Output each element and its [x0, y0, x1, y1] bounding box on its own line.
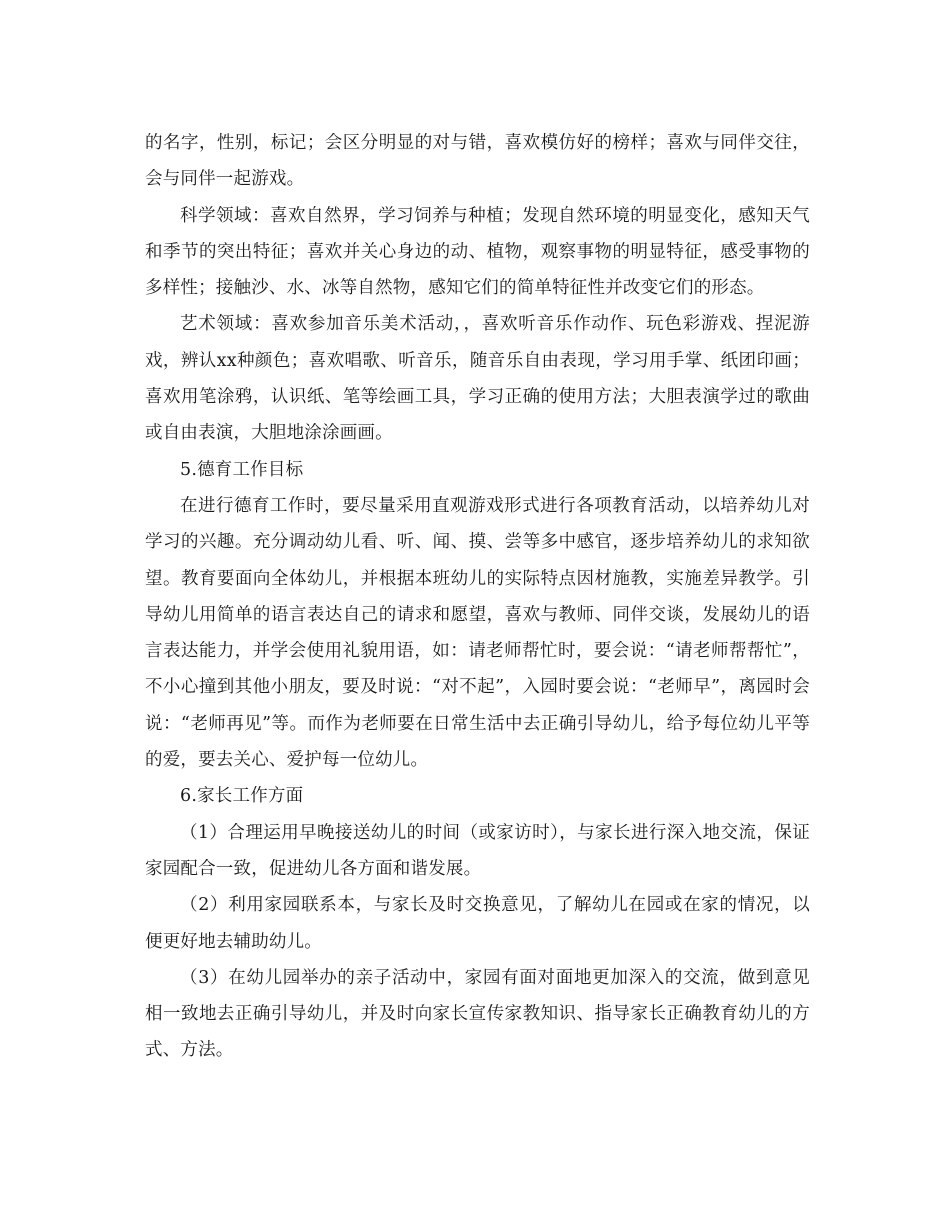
section-heading-parent-work: 6.家长工作方面	[180, 786, 304, 807]
list-item-parent-work-1: （1）合理运用早晚接送幼儿的时间（或家访时），与家长进行深入地交流，保证家园配合一致，促进幼儿各方面和谐发展。	[145, 822, 810, 879]
paragraph-social-continuation: 的名字，性别，标记；会区分明显的对与错，喜欢模仿好的榜样；喜欢与同伴交往，会与同伴一起游戏。	[145, 133, 810, 190]
paragraph-science-domain: 科学领域：喜欢自然界，学习饲养与种植；发现自然环境的明显变化，感知天气和季节的突出特征；喜欢并关心身边的动、植物，观察事物的明显特征，感受事物的多样性；接触沙、水、冰等自然物，感知它们的简单特征性并改变它们的形态。	[145, 205, 810, 299]
paragraph-moral-education: 在进行德育工作时，要尽量采用直观游戏形式进行各项教育活动，以培养幼儿对学习的兴趣。充分调动幼儿看、听、闻、摸、尝等多中感官，逐步培养幼儿的求知欲望。教育要面向全体幼儿，并根据本班幼儿的实际特点因材施教，实施差异教学。引导幼儿用简单的语言表达自己的请求和愿望，喜欢与教师、同伴交谈，发展幼儿的语言表达能力，并学会使用礼貌用语，如：请老师帮忙时，要会说：“请老师帮帮忙”，不小心撞到其他小朋友，要及时说：“对不起”，入园时要会说：“老师早”，离园时会说：“老师再见”等。而作为老师要在日常生活中去正确引导幼儿，给予每位幼儿平等的爱，要去关心、爱护每一位幼儿。	[145, 495, 810, 771]
list-item-parent-work-2: （2）利用家园联系本，与家长及时交换意见，了解幼儿在园或在家的情况，以便更好地去辅助幼儿。	[145, 895, 810, 952]
document-body	[145, 125, 810, 1069]
list-item-parent-work-3: （3）在幼儿园举办的亲子活动中，家园有面对面地更加深入的交流，做到意见相一致地去正确引导幼儿，并及时向家长宣传家教知识、指导家长正确教育幼儿的方式、方法。	[145, 967, 810, 1061]
paragraph-art-domain: 艺术领域：喜欢参加音乐美术活动，，喜欢听音乐作动作、玩色彩游戏、捏泥游戏，辨认xx种颜色；喜欢唱歌、听音乐，随音乐自由表现，学习用手掌、纸团印画；喜欢用笔涂鸦，认识纸、笔等绘画工具，学习正确的使用方法；大胆表演学过的歌曲或自由表演，大胆地涂涂画画。	[145, 314, 810, 444]
section-heading-moral-education: 5.德育工作目标	[180, 459, 304, 480]
